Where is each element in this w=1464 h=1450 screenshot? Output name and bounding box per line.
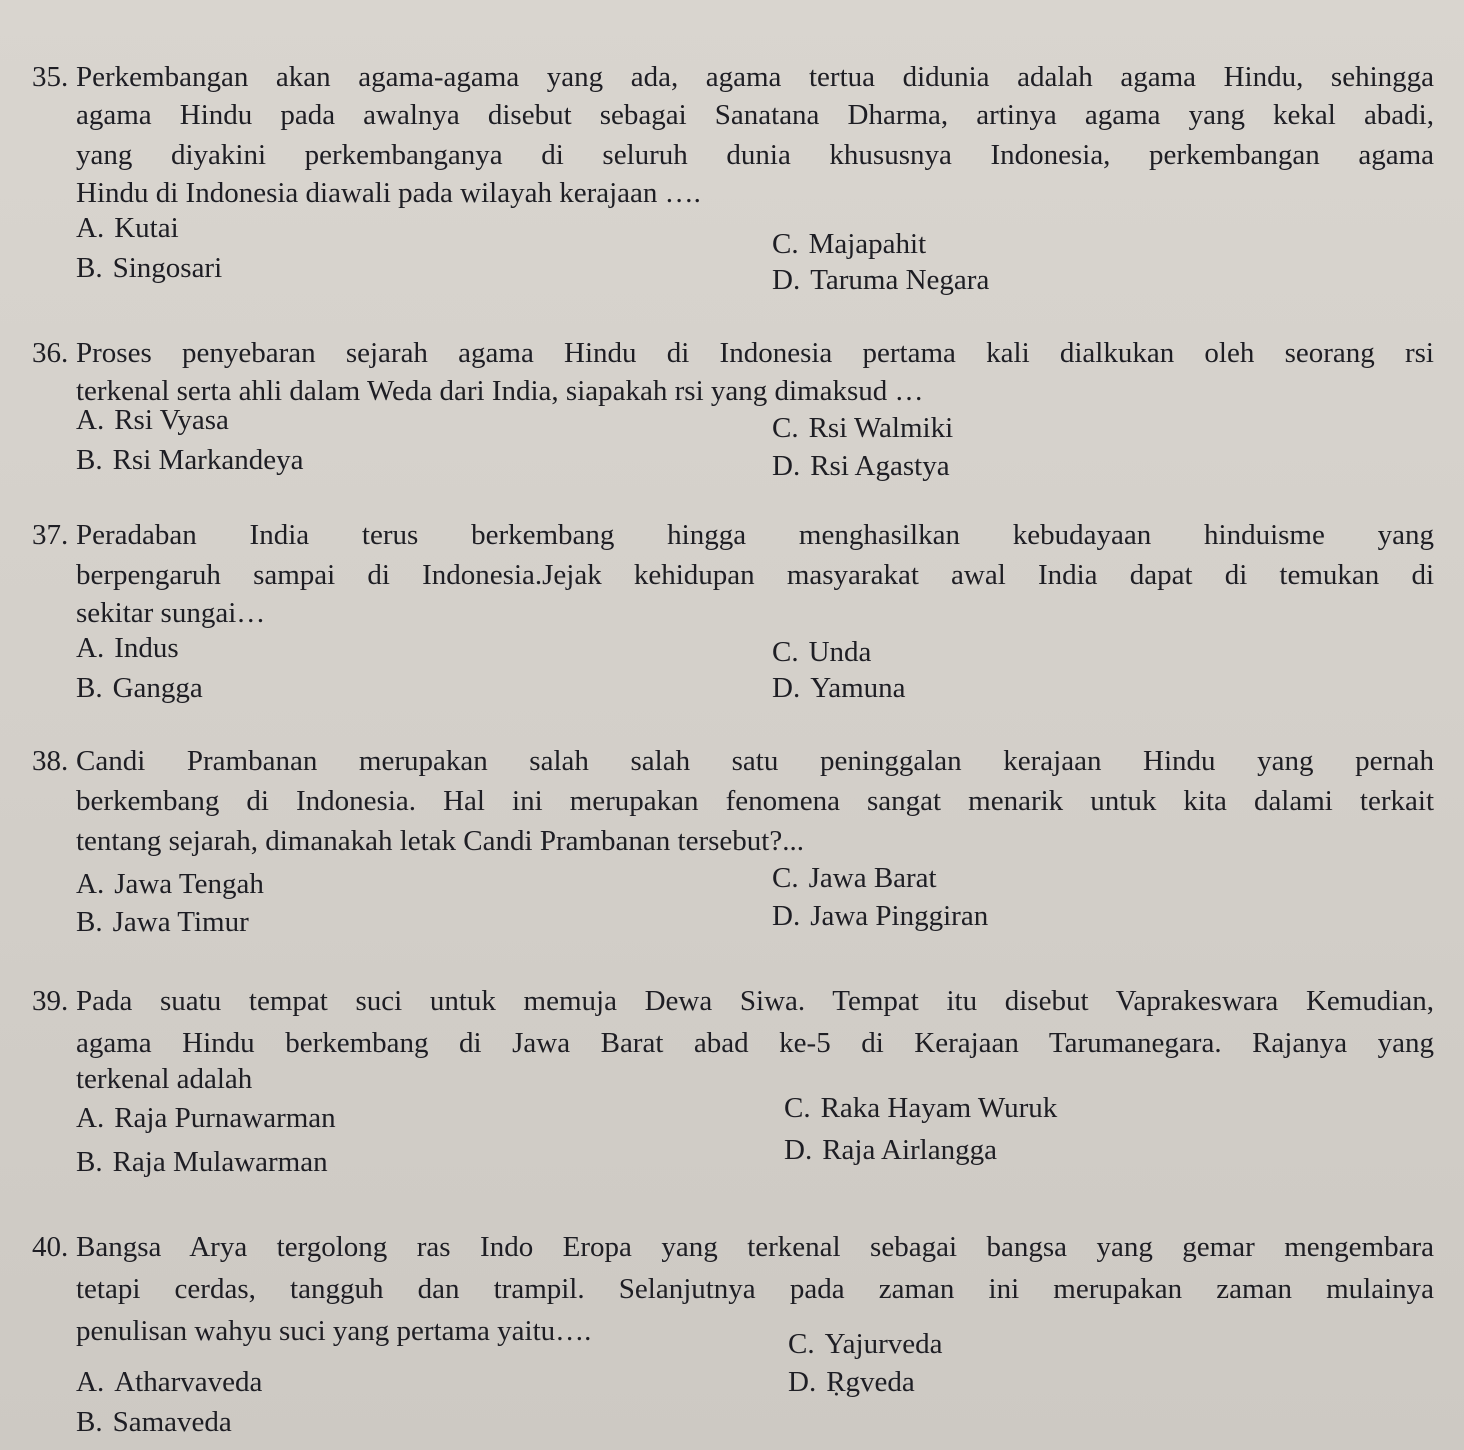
option-text: Raja Purnawarman [114,1102,336,1134]
option-letter: B. [76,444,103,476]
question-text-line: Hindu di Indonesia diawali pada wilayah kerajaan …. [76,177,701,209]
option-letter: A. [76,868,105,900]
question-text-line: sekitar sungai… [76,597,266,629]
question-number: 38. [32,745,69,777]
option-c[interactable] [772,226,926,262]
question-text-line: terkenal adalah [76,1063,253,1095]
option-text: Rsi Agastya [810,450,950,482]
option-text: Rsi Walmiki [808,412,954,444]
question-text-line: Proses penyebaran sejarah agama Hindu di Indonesia pertama kali dialkukan oleh seorang rsi [76,337,1434,369]
question-text-line: terkenal serta ahli dalam Weda dari India, siapakah rsi yang dimaksud … [76,375,924,407]
option-letter: D. [772,900,801,932]
question-text-line: berkembang di Indonesia. Hal ini merupakan fenomena sangat menarik untuk kita dalami terkait [76,785,1434,817]
option-letter: D. [772,450,801,482]
option-text: Taruma Negara [810,264,990,296]
option-c[interactable] [772,634,871,670]
option-letter: A. [76,1366,105,1398]
option-c[interactable] [788,1326,942,1362]
option-text: Rsi Vyasa [114,404,229,436]
option-letter: D. [772,264,801,296]
option-letter: A. [76,632,105,664]
option-letter: C. [772,862,799,894]
question-text-line: yang diyakini perkembanganya di seluruh dunia khususnya Indonesia, perkembangan agama [76,139,1434,171]
option-text: Rsi Markandeya [112,444,304,476]
option-letter: B. [76,906,103,938]
option-b[interactable] [76,1404,232,1440]
option-text: Unda [808,636,872,668]
option-letter: C. [772,228,799,260]
option-a[interactable] [76,210,179,246]
option-d[interactable] [784,1132,997,1168]
option-text: Jawa Pinggiran [810,900,989,932]
question-text-line: tentang sejarah, dimanakah letak Candi Prambanan tersebut?... [76,825,804,857]
option-text: Indus [114,632,179,664]
question-text-line: tetapi cerdas, tangguh dan trampil. Selanjutnya pada zaman ini merupakan zaman mulainya [76,1273,1434,1305]
option-text: Jawa Timur [112,906,249,938]
option-c[interactable] [772,860,937,896]
option-text: Samaveda [112,1406,232,1438]
question-number: 37. [32,519,69,551]
option-text: Kutai [114,212,179,244]
option-a[interactable] [76,630,179,666]
option-letter: C. [788,1328,815,1360]
option-letter: C. [772,412,799,444]
option-letter: C. [772,636,799,668]
option-text: Jawa Tengah [114,868,264,900]
option-text: Atharvaveda [114,1366,263,1398]
option-a[interactable] [76,1100,336,1136]
option-letter: B. [76,672,103,704]
option-d[interactable] [772,670,906,706]
question-text-line: agama Hindu pada awalnya disebut sebagai Sanatana Dharma, artinya agama yang kekal abadi, [76,99,1434,131]
option-b[interactable] [76,904,249,940]
option-d[interactable] [772,448,950,484]
option-d[interactable] [788,1364,915,1400]
option-letter: C. [784,1092,811,1124]
option-letter: A. [76,404,105,436]
option-a[interactable] [76,1364,262,1400]
option-b[interactable] [76,250,222,286]
option-letter: B. [76,252,103,284]
option-letter: A. [76,1102,105,1134]
option-c[interactable] [772,410,953,446]
option-b[interactable] [76,1144,328,1180]
question-text-line: Perkembangan akan agama-agama yang ada, agama tertua didunia adalah agama Hindu, sehingga [76,61,1434,93]
option-letter: D. [788,1366,817,1398]
question-text-line: berpengaruh sampai di Indonesia.Jejak kehidupan masyarakat awal India dapat di temukan di [76,559,1434,591]
option-text: Yamuna [810,672,906,704]
question-number: 36. [32,337,69,369]
option-text: Raka Hayam Wuruk [820,1092,1058,1124]
option-text: Ṛgveda [826,1366,915,1398]
question-number: 35. [32,61,69,93]
option-text: Yajurveda [824,1328,943,1360]
question-number: 40. [32,1231,69,1263]
option-letter: D. [784,1134,813,1166]
option-text: Raja Airlangga [822,1134,997,1166]
option-text: Raja Mulawarman [112,1146,328,1178]
option-a[interactable] [76,402,229,438]
question-number: 39. [32,985,69,1017]
question-text-line: Candi Prambanan merupakan salah salah satu peninggalan kerajaan Hindu yang pernah [76,745,1434,777]
option-text: Jawa Barat [808,862,937,894]
option-letter: D. [772,672,801,704]
option-b[interactable] [76,670,203,706]
option-text: Gangga [112,672,203,704]
option-d[interactable] [772,898,988,934]
option-letter: A. [76,212,105,244]
question-text-line: Pada suatu tempat suci untuk memuja Dewa Siwa. Tempat itu disebut Vaprakeswara Kemudian, [76,985,1434,1017]
option-letter: B. [76,1146,103,1178]
question-text-line: Bangsa Arya tergolong ras Indo Eropa yang terkenal sebagai bangsa yang gemar mengembara [76,1231,1434,1263]
option-d[interactable] [772,262,989,298]
option-text: Majapahit [808,228,927,260]
option-a[interactable] [76,866,264,902]
option-letter: B. [76,1406,103,1438]
question-text-line: agama Hindu berkembang di Jawa Barat abad ke-5 di Kerajaan Tarumanegara. Rajanya yang [76,1027,1434,1059]
question-text-line: penulisan wahyu suci yang pertama yaitu…. [76,1315,592,1347]
option-b[interactable] [76,442,303,478]
question-text-line: Peradaban India terus berkembang hingga menghasilkan kebudayaan hinduisme yang [76,519,1434,551]
option-c[interactable] [784,1090,1057,1126]
option-text: Singosari [112,252,223,284]
